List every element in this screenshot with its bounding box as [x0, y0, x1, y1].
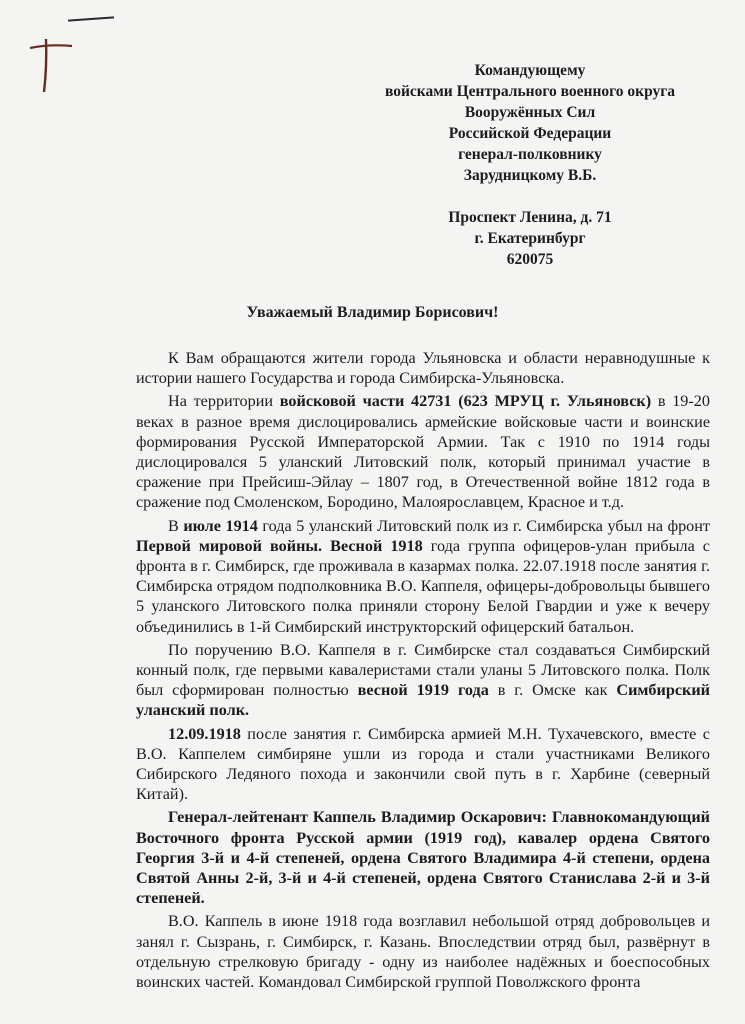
body-paragraph — [136, 911, 710, 992]
bold-text-segment: войсковой части 42731 (623 МРУЦ г. Ульяновск) — [279, 392, 652, 411]
text-segment: в 19-20 веках в разное время дислоцировались армейские войсковые части и воинские формирования Русской Императорской Армии. Так с 1910 по 1914 годы дислоцировался 5 уланский Литовский полк, который принимал участие в сражение при Прейсиш-Эйлау – 1807 год, в Отечественной войне 1812 года в сражение под Смоленском, Бородино, Малоярославцем, Красное и т.д. — [136, 392, 710, 512]
text-segment: года группа офицеров-улан прибыла с фронта в г. Симбирск, где проживала в казармах полка. 22.07.1918 после занятия г. Симбирска отрядом подполковника В.О. Каппеля, офицеры-добровольцы бывшего 5 уланского Литовского полка приняли сторону Белой Гвардии и уже к вечеру объединились в 1-й Симбирский инструкторский офицерский батальон. — [136, 536, 710, 636]
address-line: Командующему — [474, 62, 586, 79]
text-segment: К Вам обращаются жители города Ульяновска и области неравнодушные к истории нашего Государства и города Симбирска-Ульяновска. — [136, 349, 710, 388]
body-paragraph — [136, 391, 710, 512]
salutation: Уважаемый Владимир Борисович! — [246, 304, 499, 321]
text-segment: По поручению В.О. Каппеля в г. Симбирске стал создаваться Симбирский конный полк, где первыми кавалеристами стали уланы 5 Литовского полка. Полк был сформирован полностью — [136, 640, 710, 700]
bold-text-segment: Первой мировой войны. — [136, 536, 323, 555]
city-line: г. Екатеринбург — [474, 230, 586, 247]
text-segment: В — [168, 516, 184, 535]
address-line: Зарудницкому В.Б. — [463, 167, 597, 184]
bold-text-segment: Весной 1918 — [330, 536, 423, 555]
scan-artifact-line — [68, 16, 114, 21]
body-paragraph — [136, 516, 710, 637]
body-paragraph — [136, 724, 710, 805]
street-line: Проспект Ленина, д. 71 — [448, 209, 612, 226]
bold-text-segment: весной 1919 года — [357, 681, 489, 700]
body-paragraph — [136, 640, 710, 721]
bold-text-segment: июле 1914 — [183, 516, 258, 535]
text-segment: В.О. Каппель в июне 1918 года возглавил небольшой отряд добровольцев и занял г. Сызрань, г. Симбирск, г. Казань. Впоследствии отряд был, развёрнут в отдельную стрелковую бригаду - одну из наиболее надёжных и боеспособных воинских частей. Командовал Симбирской группой Поволжского фронта — [136, 912, 710, 992]
letter-body — [136, 348, 710, 992]
address-line: Российской Федерации — [448, 125, 612, 142]
text-segment: На территории — [168, 392, 280, 411]
handwritten-cross-mark — [26, 36, 74, 94]
text-segment: после занятия г. Симбирска армией М.Н. Тухачевского, вместе с В.О. Каппелем симбиряне ушли из города и стали участниками Великого Сибирского Ледяного похода и закончили свой путь в г. Харбине (северный Китай). — [136, 724, 710, 804]
address-line: Вооружённых Сил — [464, 104, 596, 121]
text-segment: в г. Омске как — [488, 681, 617, 700]
text-segment: года 5 уланский Литовский полк из г. Симбирска убыл на фронт — [257, 516, 710, 535]
address-line: генерал-полковнику — [458, 146, 602, 163]
bold-text-segment: 12.09.1918 — [168, 724, 241, 743]
body-paragraph — [136, 807, 710, 908]
body-paragraph — [136, 348, 710, 388]
text-segment — [322, 537, 330, 555]
bold-text-segment: Генерал-лейтенант Каппель Владимир Оскарович: Главнокомандующий Восточного фронта Русской армии (1919 год), кавалер ордена Святого Георгия 3-й и 4-й степеней, ордена Святого Владимира 4-й степени, ордена Святой Анны 2-й, 3-й и 4-й степеней, ордена Святого Станислава 2-й и 3-й степеней. — [136, 808, 710, 908]
postcode-line: 620075 — [506, 251, 554, 268]
recipient-address-block — [330, 60, 730, 270]
bold-text-segment: Симбирский уланский полк. — [136, 681, 711, 720]
address-line: войсками Центрального военного округа — [384, 83, 676, 100]
